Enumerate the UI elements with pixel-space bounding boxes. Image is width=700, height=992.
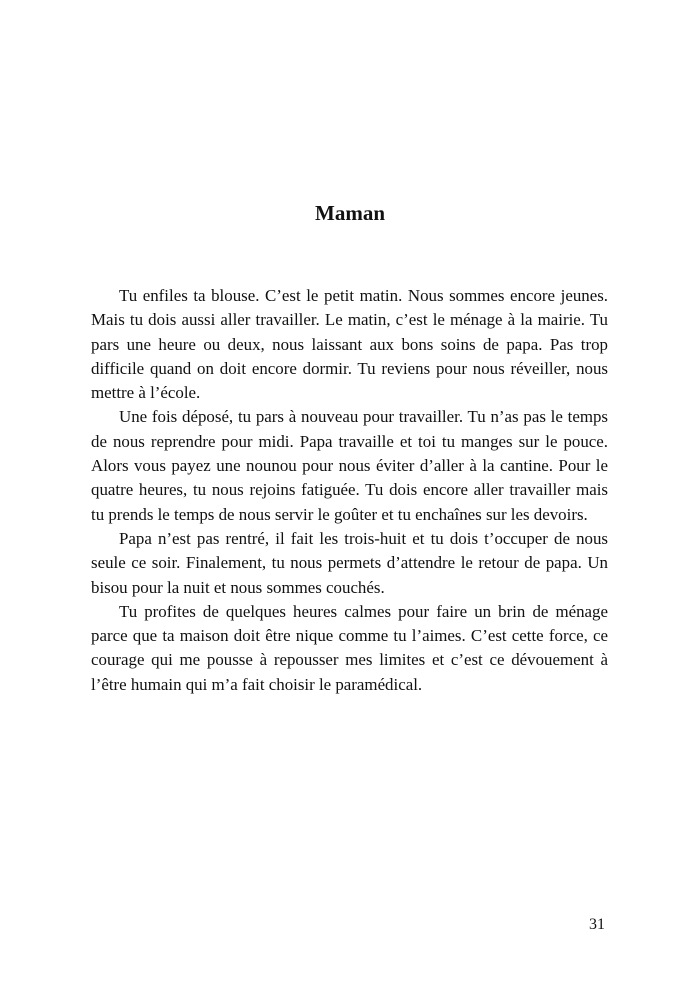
body-text <box>91 284 608 697</box>
chapter-title: Maman <box>315 201 385 225</box>
page-number: 31 <box>589 916 605 933</box>
paragraph: Papa n’est pas rentré, il fait les trois-huit et tu dois t’occuper de nous seule ce soir. Finalement, tu nous permets d’attendre le retour de papa. Un bisou pour la nuit et nous sommes couchés. <box>91 528 608 597</box>
paragraph: Une fois déposé, tu pars à nouveau pour travailler. Tu n’as pas le temps de nous reprendre pour midi. Papa travaille et toi tu manges sur le pouce. Alors vous payez une nounou pour nous éviter d’aller à la cantine. Pour le quatre heures, tu nous rejoins fatiguée. Tu dois encore aller travailler mais tu prends le temps de nous servir le goûter et tu enchaînes sur les devoirs. <box>91 407 608 524</box>
paragraph: Tu profites de quelques heures calmes pour faire un brin de ménage parce que ta maison doit être nique comme tu l’aimes. C’est cette force, ce courage qui me pousse à repousser mes limites et c’est ce dévouement à l’être humain qui m’a fait choisir le paramédical. <box>91 601 608 694</box>
paragraph: Tu enfiles ta blouse. C’est le petit matin. Nous sommes encore jeunes. Mais tu dois aussi aller travailler. Le matin, c’est le ménage à la mairie. Tu pars une heure ou deux, nous laissant aux bons soins de papa. Pas trop difficile quand on doit encore dormir. Tu reviens pour nous réveiller, nous mettre à l’école. <box>91 286 608 403</box>
